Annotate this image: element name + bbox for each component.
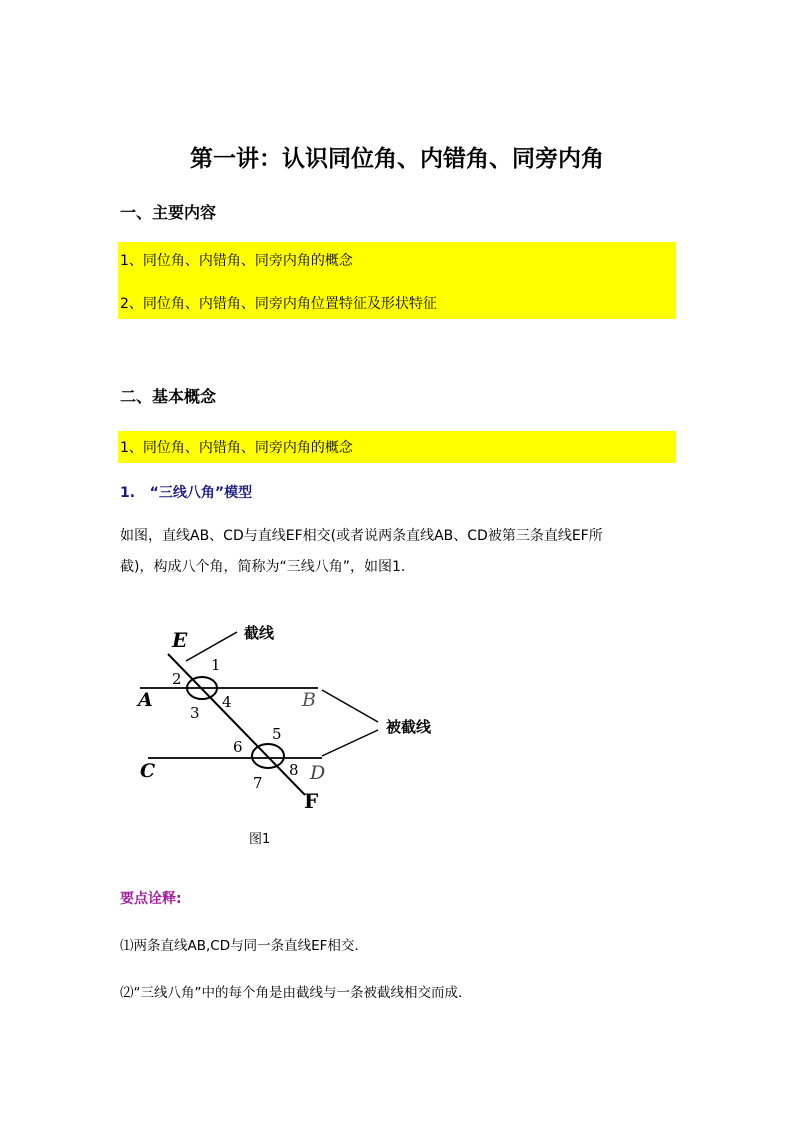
label-d: D xyxy=(310,762,326,784)
angle-label-7: 7 xyxy=(253,774,263,792)
angle-label-2: 2 xyxy=(172,670,182,688)
label-transversal: 截线 xyxy=(244,624,275,642)
angle-label-5: 5 xyxy=(272,725,282,743)
pointer-cut-line-cd xyxy=(322,730,378,756)
line-ef xyxy=(168,654,305,795)
angle-label-3: 3 xyxy=(190,704,200,722)
label-f: F xyxy=(304,789,319,813)
label-cut-lines: 被截线 xyxy=(386,718,432,736)
section-heading-main-content: 一、主要内容 xyxy=(120,203,217,222)
notes-line-1: ⑴两条直线AB,CD与同一条直线EF相交. xyxy=(120,938,359,954)
notes-heading: 要点诠释: xyxy=(120,891,182,907)
angle-label-8: 8 xyxy=(289,761,299,779)
concepts-item-1: 1、同位角、内错角、同旁内角的概念 xyxy=(120,440,353,456)
angle-label-4: 4 xyxy=(222,693,232,711)
main-content-item-2: 2、同位角、内错角、同旁内角位置特征及形状特征 xyxy=(120,296,437,312)
label-e: E xyxy=(172,628,188,652)
label-a: A xyxy=(138,689,153,711)
notes-line-2: ⑵“三线八角”中的每个角是由截线与一条被截线相交而成. xyxy=(120,985,463,1001)
label-c: C xyxy=(140,760,156,782)
label-b: B xyxy=(302,689,316,711)
page-title: 第一讲：认识同位角、内错角、同旁内角 xyxy=(190,145,604,172)
paragraph-line-2: 截)，构成八个角，简称为“三线八角”，如图1. xyxy=(120,559,406,575)
figure-caption: 图1 xyxy=(249,832,271,847)
paragraph-line-1: 如图，直线AB、CD与直线EF相交(或者说两条直线AB、CD被第三条直线EF所 xyxy=(120,528,603,544)
angle-label-1: 1 xyxy=(211,656,221,674)
angle-label-6: 6 xyxy=(233,738,243,756)
main-content-item-1: 1、同位角、内错角、同旁内角的概念 xyxy=(120,253,353,269)
pointer-cut-line-ab xyxy=(322,690,378,722)
subheading-three-lines-model: 1. “三线八角”模型 xyxy=(120,485,253,501)
section-heading-basic-concepts: 二、基本概念 xyxy=(120,387,217,406)
